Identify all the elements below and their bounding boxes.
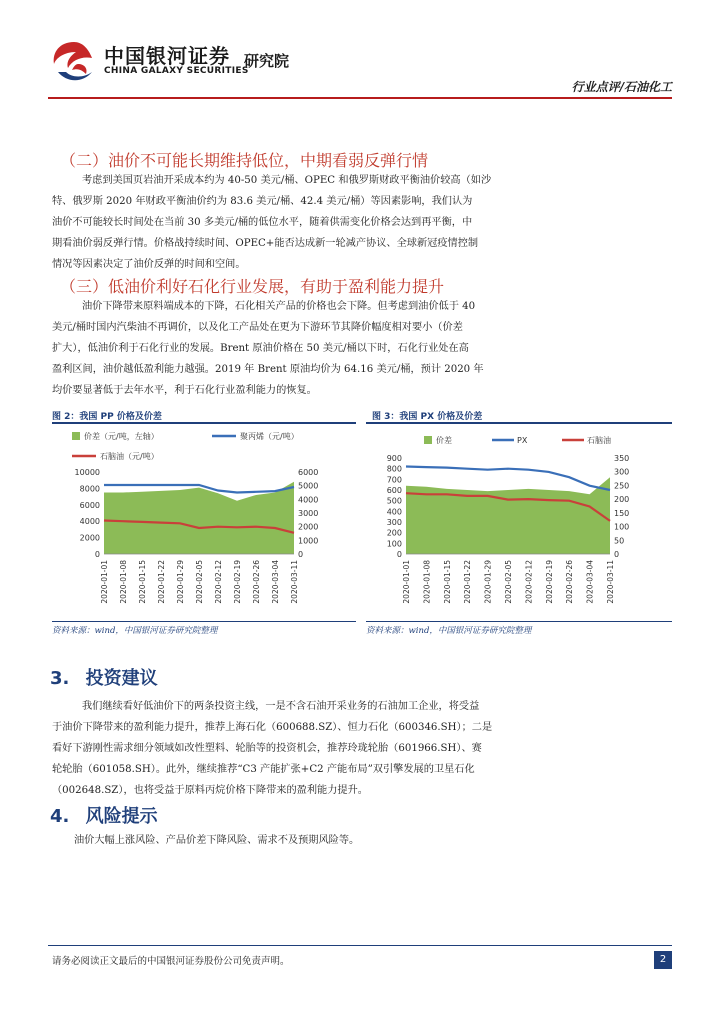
chart3-plot: [387, 454, 630, 604]
text-line: 油价下降带来原料端成本的下降，石化相关产品的价格也会下降。但考虑到油价低于 40: [82, 301, 476, 312]
galaxy-logo-icon: [48, 38, 100, 86]
logo-chinese-name: 中国银河证券: [104, 44, 230, 68]
text-line: 考虑到美国页岩油开采成本约为 40-50 美元/桶、OPEC 和俄罗斯财政平衡油价较高（如沙: [82, 175, 492, 186]
x-axis-tick-label: 2020-02-05: [195, 560, 204, 604]
logo-institute: 研究院: [244, 52, 290, 70]
x-axis-tick-label: 2020-03-04: [271, 560, 280, 604]
text-line: 特、俄罗斯 2020 年财政平衡油价约为 83.6 美元/桶、42.4 美元/桶）等因素影响，我们认为: [52, 196, 473, 207]
right-axis-tick-label: 2000: [298, 522, 319, 532]
x-axis-tick-label: 2020-03-11: [290, 560, 299, 604]
right-axis-tick-label: 0: [614, 550, 620, 559]
text-line: 扩大），低油价利于石化行业的发展。Brent 原油价格在 50 美元/桶以下时，石化行业处在高: [52, 343, 469, 354]
right-axis-tick-label: 0: [298, 550, 304, 559]
legend-swatch-spread: [424, 436, 432, 444]
paragraph-oil-rebound: [52, 170, 674, 275]
footer-disclaimer: 请务必阅读正文最后的中国银河证券股份公司免责声明。: [52, 956, 290, 967]
section-title-oil-rebound: （二）油价不可能长期维持低位，中期看弱反弹行情: [60, 151, 429, 170]
right-axis-tick-label: 250: [614, 481, 630, 491]
left-axis-tick-label: 100: [386, 539, 402, 549]
left-axis-tick-label: 700: [386, 475, 402, 485]
text-line: 美元/桶时国内汽柴油不再调价，以及化工产品处在更为下游环节其降价幅度相对要小（价差: [52, 322, 463, 333]
figure2-bottom-rule: [52, 621, 356, 622]
x-axis-tick-label: 2020-01-01: [100, 560, 109, 604]
right-axis-tick-label: 5000: [298, 481, 319, 491]
figure3-title: 图 3：我国 PX 价格及价差: [372, 412, 483, 422]
text-line: 于油价下降带来的盈利能力提升，推荐上海石化（600688.SZ）、恒力石化（600346.SH）；二是: [52, 722, 493, 733]
legend-label-spread: 价差（元/吨，左轴）: [84, 432, 159, 441]
right-axis-tick-label: 350: [614, 454, 630, 463]
heading-text: 投资建议: [85, 668, 158, 689]
left-axis-tick-label: 2000: [79, 533, 100, 543]
figure2-top-rule: [52, 422, 356, 424]
x-axis-tick-label: 2020-01-29: [176, 560, 185, 604]
left-axis-tick-label: 900: [386, 454, 402, 463]
paragraph-investment: [52, 696, 674, 801]
left-axis-tick-label: 0: [396, 550, 402, 559]
x-axis-tick-label: 2020-03-04: [585, 560, 595, 604]
x-axis-tick-label: 2020-01-08: [119, 560, 128, 604]
text-line: 看好下游刚性需求细分领域如改性塑料、轮胎等的投资机会，推荐玲珑轮胎（601966.SH）、赛: [52, 743, 482, 754]
right-axis-tick-label: 300: [614, 467, 630, 477]
x-axis-tick-label: 2020-02-12: [524, 560, 534, 604]
report-category: 行业点评/石油化工: [571, 80, 672, 94]
x-axis-tick-label: 2020-02-19: [233, 560, 242, 604]
legend-label-naphtha: 石脑油（元/吨）: [100, 452, 159, 461]
x-axis-tick-label: 2020-01-22: [157, 560, 166, 604]
heading-investment: [50, 664, 158, 690]
text-line: 期看油价弱反弹行情。价格战持续时间、OPEC+能否达成新一轮减产协议、全球新冠疫情控制: [52, 238, 479, 249]
text-line: 均价要显著低于去年水平，利于石化行业盈利能力的恢复。: [52, 385, 317, 396]
risk-text: 油价大幅上涨风险、产品价差下降风险、需求不及预期风险等。: [74, 835, 360, 846]
section-title-low-oil-benefit: （三）低油价利好石化行业发展，有助于盈利能力提升: [60, 277, 445, 296]
left-axis-tick-label: 4000: [79, 517, 100, 527]
chart2-legend: [72, 431, 299, 461]
legend-swatch-spread: [72, 432, 80, 440]
x-axis-tick-label: 2020-01-29: [483, 560, 493, 604]
x-axis-tick-label: 2020-02-26: [252, 560, 261, 604]
x-axis-tick-label: 2020-02-05: [504, 560, 513, 604]
logo-english-name: CHINA GALAXY SECURITIES: [104, 66, 249, 76]
figure3-bottom-rule: [366, 621, 672, 622]
left-axis-tick-label: 800: [386, 464, 402, 474]
text-line: 盈利区间，油价越低盈利能力越强。2019 年 Brent 原油均价为 64.16 美元/桶，预计 2020 年: [52, 364, 484, 375]
right-axis-tick-label: 50: [614, 536, 625, 546]
x-axis-tick-label: 2020-02-12: [214, 560, 223, 604]
paragraph-low-oil-benefit: [52, 296, 674, 401]
legend-label-spread: 价差: [436, 436, 452, 445]
heading-number: 3.: [50, 668, 70, 689]
heading-risk: [50, 802, 158, 828]
chart3-legend: [424, 435, 611, 445]
text-line: 我们继续看好低油价下的两条投资主线，一是不含石油开采业务的石油加工企业，将受益: [82, 701, 480, 712]
legend-label-naphtha: 石脑油: [587, 436, 611, 445]
left-axis-tick-label: 6000: [79, 500, 100, 510]
figure2-title: 图 2：我国 PP 价格及价差: [52, 412, 162, 422]
x-axis-tick-label: 2020-01-15: [442, 560, 452, 604]
right-axis-tick-label: 200: [614, 495, 630, 505]
heading-text: 风险提示: [85, 806, 158, 827]
x-axis-tick-label: 2020-01-15: [138, 560, 147, 604]
series-area-spread: [406, 477, 610, 554]
right-axis-tick-label: 6000: [298, 468, 319, 477]
left-axis-tick-label: 300: [386, 518, 402, 527]
x-axis-tick-label: 2020-02-26: [565, 560, 575, 604]
chart2-plot: [75, 468, 319, 604]
px-price-chart: [366, 426, 672, 620]
header-divider: [48, 97, 672, 99]
x-axis-tick-label: 2020-03-11: [606, 560, 615, 604]
footer-divider: [48, 945, 672, 946]
left-axis-tick-label: 200: [386, 528, 402, 538]
text-line: 轮轮胎（601058.SH）。此外，继续推荐“C3 产能扩张+C2 产能布局”双引擎发展的卫星石化: [52, 764, 475, 775]
page-number: 2: [654, 951, 672, 969]
legend-label-px: PX: [517, 436, 528, 445]
left-axis-tick-label: 500: [386, 496, 402, 506]
left-axis-tick-label: 10000: [74, 468, 100, 477]
x-axis-tick-label: 2020-01-01: [402, 560, 411, 604]
left-axis-tick-label: 400: [386, 507, 402, 517]
right-axis-tick-label: 1000: [298, 536, 319, 546]
legend-label-pp: 聚丙烯（元/吨）: [240, 432, 299, 441]
left-axis-tick-label: 8000: [79, 484, 100, 494]
pp-price-chart: [52, 426, 356, 620]
left-axis-tick-label: 600: [386, 486, 402, 495]
right-axis-tick-label: 100: [614, 522, 630, 532]
series-line: [406, 467, 610, 491]
right-axis-tick-label: 150: [614, 508, 630, 518]
left-axis-tick-label: 0: [94, 550, 100, 559]
series-area-spread: [104, 482, 294, 554]
heading-number: 4.: [50, 806, 70, 827]
figure2-source: 资料来源：wind，中国银河证券研究院整理: [52, 626, 218, 636]
figure3-top-rule: [366, 422, 672, 424]
right-axis-tick-label: 4000: [298, 495, 319, 505]
figure3-source: 资料来源：wind，中国银河证券研究院整理: [366, 626, 532, 636]
text-line: 油价不可能较长时间处在当前 30 多美元/桶的低位水平，随着供需变化价格会达到再平衡，中: [52, 217, 473, 228]
text-line: 情况等因素决定了油价反弹的时间和空间。: [52, 259, 246, 270]
x-axis-tick-label: 2020-01-22: [463, 560, 473, 604]
text-line: （002648.SZ），也将受益于原料丙烷价格下降带来的盈利能力提升。: [52, 785, 368, 796]
right-axis-tick-label: 3000: [298, 509, 319, 518]
x-axis-tick-label: 2020-02-19: [544, 560, 554, 604]
x-axis-tick-label: 2020-01-08: [422, 560, 432, 604]
